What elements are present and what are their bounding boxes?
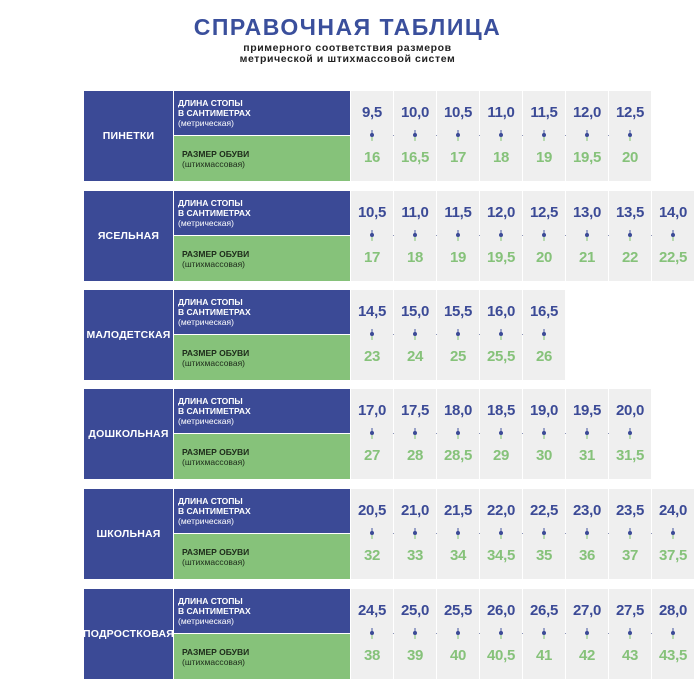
shoe-size-value: 19,5 bbox=[487, 249, 515, 266]
scale-tick bbox=[672, 237, 674, 241]
shoe-size-value: 19,5 bbox=[573, 149, 601, 166]
metric-value: 23,5 bbox=[616, 502, 644, 519]
size-column bbox=[609, 91, 651, 181]
shoe-size-row-label bbox=[174, 236, 350, 281]
size-column bbox=[351, 489, 393, 579]
metric-value: 28,0 bbox=[659, 602, 687, 619]
shoe-label-line: (штихмассовая) bbox=[182, 158, 246, 169]
scale-tick bbox=[629, 435, 631, 439]
shoe-label-line: РАЗМЕР ОБУВИ bbox=[182, 248, 250, 259]
metric-row-label bbox=[174, 389, 350, 433]
metric-label-line: В САНТИМЕТРАХ bbox=[178, 606, 251, 616]
scale-tick bbox=[672, 535, 674, 539]
metric-value: 12,0 bbox=[573, 104, 601, 121]
shoe-size-value: 16 bbox=[363, 149, 381, 166]
scale-tick bbox=[586, 635, 588, 639]
size-column bbox=[351, 191, 393, 281]
shoe-size-row-label bbox=[174, 634, 350, 679]
size-column bbox=[437, 589, 479, 679]
shoe-size-value: 40 bbox=[449, 647, 467, 664]
scale-tick bbox=[500, 336, 502, 340]
scale-tick bbox=[543, 635, 545, 639]
shoe-size-value: 35 bbox=[535, 547, 553, 564]
shoe-size-value: 42 bbox=[578, 647, 596, 664]
shoe-size-value: 31 bbox=[578, 447, 596, 464]
metric-value: 11,5 bbox=[530, 104, 558, 121]
size-column bbox=[437, 91, 479, 181]
metric-label-line: (метрическая) bbox=[178, 317, 234, 327]
size-column bbox=[523, 290, 565, 380]
scale-tick bbox=[543, 237, 545, 241]
scale-tick bbox=[500, 137, 502, 141]
shoe-size-value: 28 bbox=[406, 447, 424, 464]
shoe-size-value: 30 bbox=[535, 447, 553, 464]
metric-value: 12,0 bbox=[487, 204, 515, 221]
size-column bbox=[394, 290, 436, 380]
shoe-size-value: 34,5 bbox=[487, 547, 515, 564]
group-name: ПОДРОСТКОВАЯ bbox=[84, 589, 173, 679]
shoe-size-value: 20 bbox=[535, 249, 553, 266]
shoe-size-value: 38 bbox=[363, 647, 381, 664]
page-title: СПРАВОЧНАЯ ТАБЛИЦА bbox=[193, 14, 502, 40]
size-column bbox=[566, 589, 608, 679]
size-column bbox=[351, 290, 393, 380]
metric-value: 12,5 bbox=[530, 204, 558, 221]
group-name: МАЛОДЕТСКАЯ bbox=[84, 290, 173, 380]
scale-tick bbox=[586, 237, 588, 241]
shoe-label-line: РАЗМЕР ОБУВИ bbox=[182, 446, 250, 457]
size-column bbox=[609, 389, 651, 479]
shoe-size-value: 22,5 bbox=[659, 249, 687, 266]
size-column bbox=[394, 91, 436, 181]
metric-value: 24,5 bbox=[358, 602, 386, 619]
shoe-size-value: 41 bbox=[535, 647, 553, 664]
metric-value: 17,0 bbox=[358, 402, 386, 419]
shoe-size-value: 39 bbox=[406, 647, 424, 664]
shoe-size-value: 19 bbox=[535, 149, 553, 166]
scale-tick bbox=[457, 535, 459, 539]
metric-value: 22,5 bbox=[530, 502, 558, 519]
shoe-size-value: 18 bbox=[492, 149, 510, 166]
size-column bbox=[351, 389, 393, 479]
size-column bbox=[566, 191, 608, 281]
metric-value: 18,5 bbox=[487, 402, 515, 419]
size-column bbox=[480, 589, 522, 679]
size-column bbox=[523, 389, 565, 479]
shoe-size-value: 36 bbox=[578, 547, 596, 564]
shoe-size-value: 25 bbox=[449, 348, 467, 365]
scale-tick bbox=[414, 635, 416, 639]
metric-label-line: В САНТИМЕТРАХ bbox=[178, 307, 251, 317]
shoe-label-line: (штихмассовая) bbox=[182, 456, 246, 467]
size-column bbox=[523, 589, 565, 679]
page-subtitle-line1: примерного соответствия размеров bbox=[243, 42, 452, 54]
shoe-size-row-label bbox=[174, 434, 350, 479]
shoe-size-value: 43,5 bbox=[659, 647, 687, 664]
scale-tick bbox=[586, 435, 588, 439]
size-column bbox=[394, 589, 436, 679]
metric-value: 23,0 bbox=[573, 502, 601, 519]
shoe-size-value: 32 bbox=[363, 547, 381, 564]
scale-tick bbox=[371, 336, 373, 340]
size-column bbox=[523, 489, 565, 579]
shoe-size-value: 18 bbox=[406, 249, 424, 266]
metric-value: 16,0 bbox=[487, 303, 515, 320]
metric-label-line: ДЛИНА СТОПЫ bbox=[178, 98, 243, 108]
metric-value: 16,5 bbox=[530, 303, 558, 320]
shoe-label-line: (штихмассовая) bbox=[182, 258, 246, 269]
scale-tick bbox=[457, 237, 459, 241]
metric-row-label bbox=[174, 191, 350, 235]
size-column bbox=[351, 91, 393, 181]
scale-tick bbox=[371, 635, 373, 639]
scale-tick bbox=[500, 435, 502, 439]
scale-tick bbox=[543, 137, 545, 141]
scale-tick bbox=[672, 635, 674, 639]
metric-value: 11,0 bbox=[401, 204, 429, 221]
size-column bbox=[351, 589, 393, 679]
size-column bbox=[394, 389, 436, 479]
scale-tick bbox=[586, 137, 588, 141]
group-name: ПИНЕТКИ bbox=[84, 91, 173, 181]
shoe-label-line: РАЗМЕР ОБУВИ bbox=[182, 347, 250, 358]
size-column bbox=[480, 389, 522, 479]
metric-label-line: ДЛИНА СТОПЫ bbox=[178, 396, 243, 406]
metric-value: 19,0 bbox=[530, 402, 558, 419]
metric-value: 10,5 bbox=[444, 104, 472, 121]
scale-tick bbox=[371, 535, 373, 539]
shoe-size-value: 33 bbox=[406, 547, 424, 564]
scale-tick bbox=[414, 336, 416, 340]
scale-tick bbox=[414, 435, 416, 439]
size-column bbox=[523, 191, 565, 281]
metric-label-line: ДЛИНА СТОПЫ bbox=[178, 297, 243, 307]
metric-label-line: В САНТИМЕТРАХ bbox=[178, 208, 251, 218]
shoe-size-value: 31,5 bbox=[616, 447, 644, 464]
scale-tick bbox=[457, 137, 459, 141]
size-column bbox=[566, 91, 608, 181]
metric-value: 24,0 bbox=[659, 502, 687, 519]
scale-tick bbox=[629, 535, 631, 539]
size-column bbox=[437, 191, 479, 281]
shoe-size-row-label bbox=[174, 136, 350, 181]
metric-value: 19,5 bbox=[573, 402, 601, 419]
size-column bbox=[394, 489, 436, 579]
size-column bbox=[480, 290, 522, 380]
scale-tick bbox=[629, 137, 631, 141]
scale-tick bbox=[457, 635, 459, 639]
metric-value: 15,5 bbox=[444, 303, 472, 320]
scale-tick bbox=[543, 336, 545, 340]
shoe-size-value: 37 bbox=[621, 547, 639, 564]
group-name: ДОШКОЛЬНАЯ bbox=[84, 389, 173, 479]
group-name: ЯСЕЛЬНАЯ bbox=[84, 191, 173, 281]
size-column bbox=[652, 489, 694, 579]
metric-label-line: (метрическая) bbox=[178, 118, 234, 128]
metric-label-line: (метрическая) bbox=[178, 416, 234, 426]
metric-value: 25,5 bbox=[444, 602, 472, 619]
metric-value: 14,5 bbox=[358, 303, 386, 320]
shoe-label-line: (штихмассовая) bbox=[182, 656, 246, 667]
scale-tick bbox=[500, 635, 502, 639]
shoe-size-value: 28,5 bbox=[444, 447, 472, 464]
metric-value: 9,5 bbox=[362, 104, 382, 121]
shoe-size-value: 23 bbox=[363, 348, 381, 365]
shoe-size-value: 37,5 bbox=[659, 547, 687, 564]
metric-value: 17,5 bbox=[401, 402, 429, 419]
metric-row-label bbox=[174, 589, 350, 633]
scale-tick bbox=[543, 435, 545, 439]
metric-label-line: (метрическая) bbox=[178, 218, 234, 228]
metric-value: 11,0 bbox=[487, 104, 515, 121]
metric-value: 21,0 bbox=[401, 502, 429, 519]
shoe-size-value: 43 bbox=[621, 647, 639, 664]
metric-value: 13,0 bbox=[573, 204, 601, 221]
size-column bbox=[480, 489, 522, 579]
size-column bbox=[437, 389, 479, 479]
metric-value: 25,0 bbox=[401, 602, 429, 619]
shoe-size-value: 19 bbox=[449, 249, 467, 266]
shoe-size-row-label bbox=[174, 335, 350, 380]
shoe-size-value: 34 bbox=[449, 547, 467, 564]
metric-value: 27,5 bbox=[616, 602, 644, 619]
metric-value: 18,0 bbox=[444, 402, 472, 419]
metric-value: 26,0 bbox=[487, 602, 515, 619]
shoe-label-line: РАЗМЕР ОБУВИ bbox=[182, 148, 250, 159]
metric-label-line: В САНТИМЕТРАХ bbox=[178, 506, 251, 516]
size-column bbox=[566, 389, 608, 479]
shoe-size-row-label bbox=[174, 534, 350, 579]
scale-tick bbox=[543, 535, 545, 539]
size-column bbox=[437, 489, 479, 579]
shoe-size-value: 22 bbox=[621, 249, 639, 266]
scale-tick bbox=[414, 535, 416, 539]
metric-label-line: ДЛИНА СТОПЫ bbox=[178, 496, 243, 506]
metric-value: 11,5 bbox=[444, 204, 472, 221]
size-column bbox=[609, 489, 651, 579]
metric-value: 10,0 bbox=[401, 104, 429, 121]
scale-tick bbox=[500, 237, 502, 241]
shoe-size-value: 21 bbox=[578, 249, 596, 266]
shoe-label-line: РАЗМЕР ОБУВИ bbox=[182, 546, 250, 557]
size-column bbox=[523, 91, 565, 181]
scale-tick bbox=[414, 237, 416, 241]
shoe-size-value: 16,5 bbox=[401, 149, 429, 166]
scale-tick bbox=[629, 635, 631, 639]
metric-value: 10,5 bbox=[358, 204, 386, 221]
size-column bbox=[437, 290, 479, 380]
shoe-size-value: 40,5 bbox=[487, 647, 515, 664]
metric-label-line: ДЛИНА СТОПЫ bbox=[178, 198, 243, 208]
metric-value: 20,5 bbox=[358, 502, 386, 519]
scale-tick bbox=[629, 237, 631, 241]
metric-value: 12,5 bbox=[616, 104, 644, 121]
scale-tick bbox=[457, 435, 459, 439]
metric-value: 20,0 bbox=[616, 402, 644, 419]
scale-tick bbox=[457, 336, 459, 340]
metric-value: 22,0 bbox=[487, 502, 515, 519]
size-column bbox=[480, 191, 522, 281]
size-column bbox=[652, 589, 694, 679]
size-column bbox=[394, 191, 436, 281]
metric-row-label bbox=[174, 489, 350, 533]
size-column bbox=[652, 191, 694, 281]
metric-value: 15,0 bbox=[401, 303, 429, 320]
metric-row-label bbox=[174, 91, 350, 135]
shoe-label-line: РАЗМЕР ОБУВИ bbox=[182, 646, 250, 657]
metric-value: 21,5 bbox=[444, 502, 472, 519]
metric-label-line: (метрическая) bbox=[178, 616, 234, 626]
size-column bbox=[609, 589, 651, 679]
scale-tick bbox=[414, 137, 416, 141]
metric-value: 13,5 bbox=[616, 204, 644, 221]
metric-value: 14,0 bbox=[659, 204, 687, 221]
size-column bbox=[566, 489, 608, 579]
shoe-size-value: 26 bbox=[535, 348, 553, 365]
scale-tick bbox=[371, 435, 373, 439]
shoe-size-value: 24 bbox=[406, 348, 424, 365]
shoe-size-value: 29 bbox=[492, 447, 510, 464]
metric-value: 27,0 bbox=[573, 602, 601, 619]
shoe-size-value: 25,5 bbox=[487, 348, 515, 365]
metric-value: 26,5 bbox=[530, 602, 558, 619]
group-name: ШКОЛЬНАЯ bbox=[84, 489, 173, 579]
metric-label-line: В САНТИМЕТРАХ bbox=[178, 406, 251, 416]
size-column bbox=[609, 191, 651, 281]
metric-row-label bbox=[174, 290, 350, 334]
scale-tick bbox=[371, 237, 373, 241]
metric-label-line: (метрическая) bbox=[178, 516, 234, 526]
scale-tick bbox=[586, 535, 588, 539]
shoe-label-line: (штихмассовая) bbox=[182, 357, 246, 368]
size-column bbox=[480, 91, 522, 181]
scale-tick bbox=[500, 535, 502, 539]
shoe-label-line: (штихмассовая) bbox=[182, 556, 246, 567]
page-subtitle-line2: метрической и штихмассовой систем bbox=[239, 53, 456, 65]
shoe-size-value: 20 bbox=[621, 149, 639, 166]
metric-label-line: В САНТИМЕТРАХ bbox=[178, 108, 251, 118]
shoe-size-value: 27 bbox=[363, 447, 381, 464]
metric-label-line: ДЛИНА СТОПЫ bbox=[178, 596, 243, 606]
shoe-size-value: 17 bbox=[449, 149, 467, 166]
shoe-size-value: 17 bbox=[363, 249, 381, 266]
scale-tick bbox=[371, 137, 373, 141]
